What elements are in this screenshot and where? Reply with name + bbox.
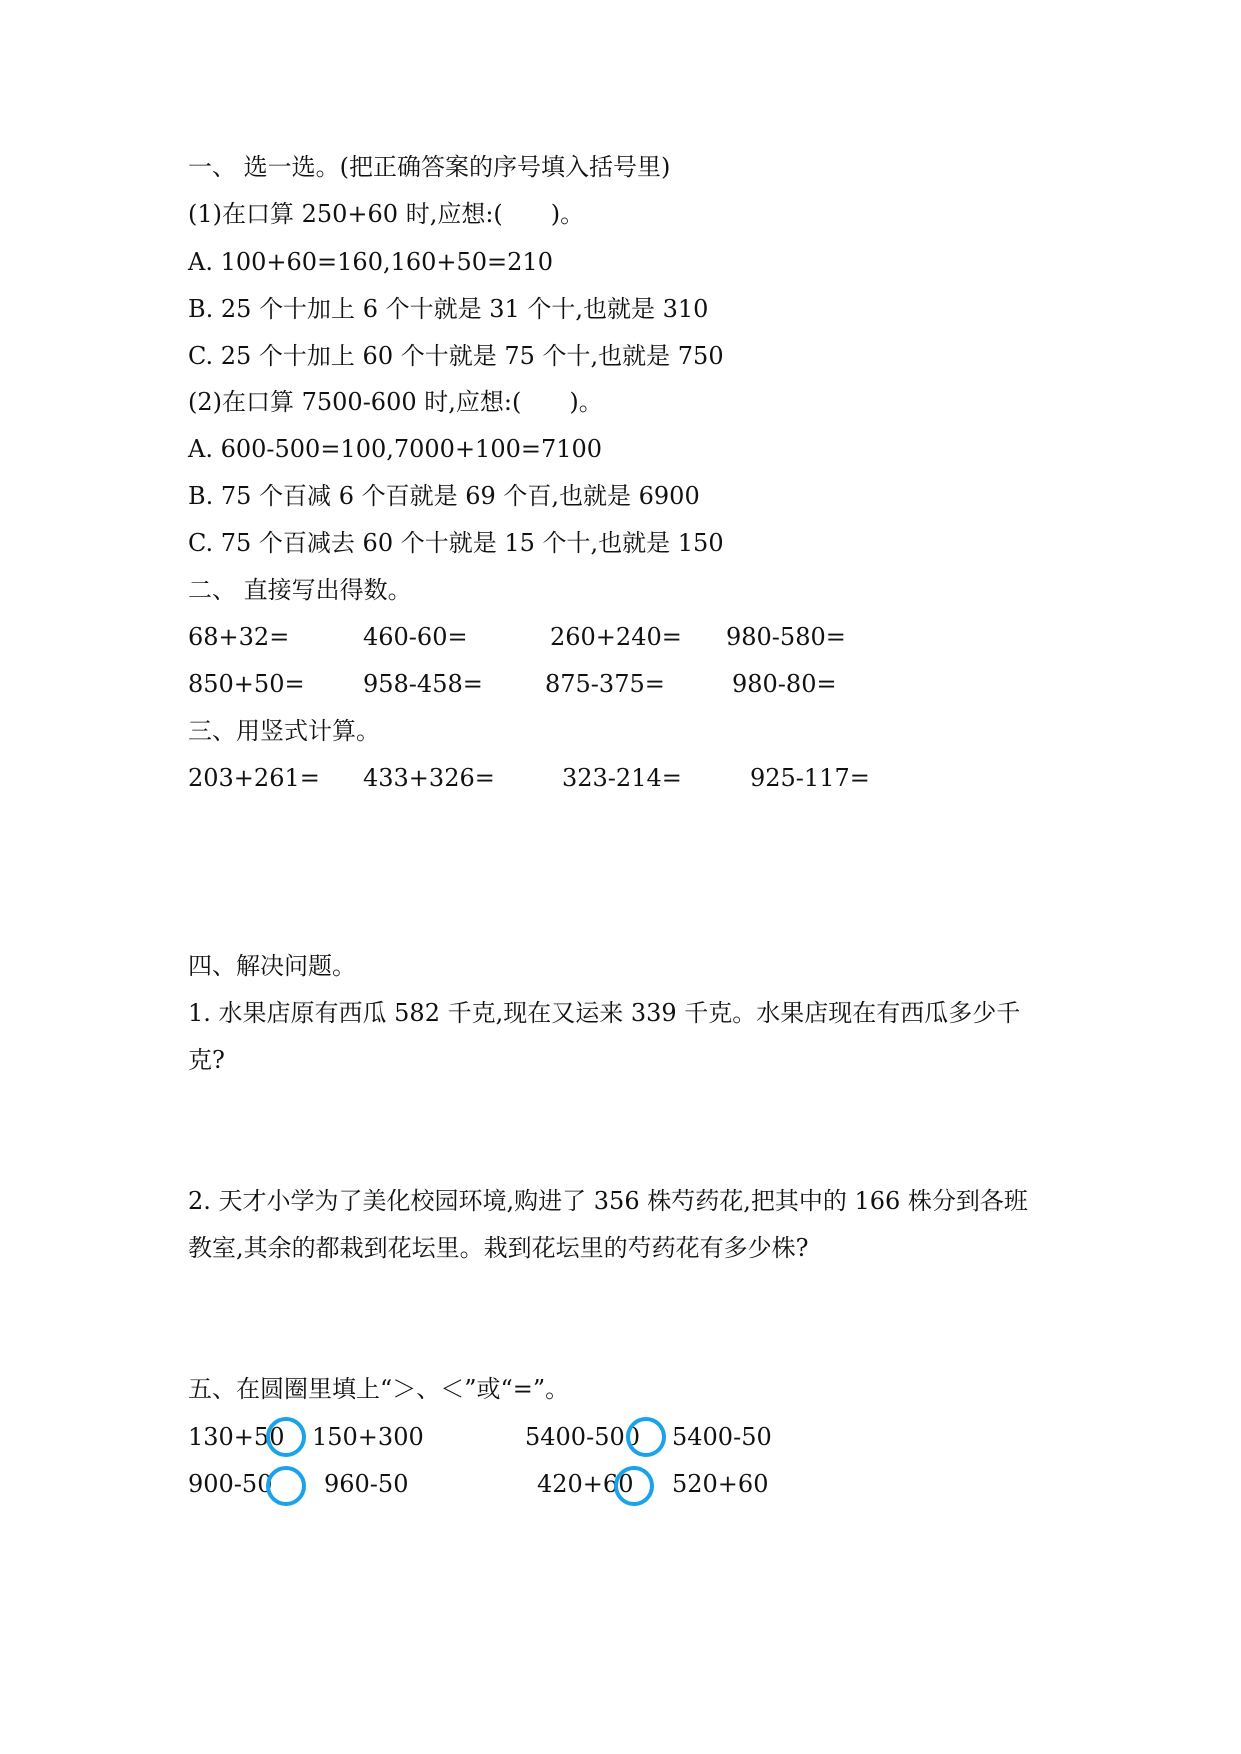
calc-item: 850+50= bbox=[188, 670, 305, 698]
q2-option-c: C. 75 个百减去 60 个十就是 15 个十,也就是 150 bbox=[188, 529, 724, 557]
vertical-calc-item: 203+261= bbox=[188, 764, 320, 792]
problem1-line2: 克? bbox=[188, 1046, 225, 1074]
calc-item: 958-458= bbox=[363, 670, 483, 698]
compare-right: 520+60 bbox=[672, 1470, 769, 1498]
problem2-line1: 2. 天才小学为了美化校园环境,购进了 356 株芍药花,把其中的 166 株分到各班 bbox=[188, 1187, 1028, 1215]
problem1-line1: 1. 水果店原有西瓜 582 千克,现在又运来 339 千克。水果店现在有西瓜多少千 bbox=[188, 999, 1021, 1027]
compare-right: 150+300 bbox=[312, 1423, 424, 1451]
compare-answer-circle[interactable] bbox=[626, 1417, 666, 1457]
compare-left: 5400-500 bbox=[525, 1423, 640, 1451]
compare-right: 5400-50 bbox=[672, 1423, 772, 1451]
q2-option-b: B. 75 个百减 6 个百就是 69 个百,也就是 6900 bbox=[188, 482, 700, 510]
compare-left: 420+60 bbox=[537, 1470, 634, 1498]
compare-answer-circle[interactable] bbox=[614, 1466, 654, 1506]
calc-item: 460-60= bbox=[363, 623, 468, 651]
section1-heading: 一、 选一选。(把正确答案的序号填入括号里) bbox=[188, 153, 671, 181]
calc-item: 980-80= bbox=[732, 670, 837, 698]
calc-item: 68+32= bbox=[188, 623, 290, 651]
calc-item: 980-580= bbox=[726, 623, 846, 651]
calc-item: 260+240= bbox=[550, 623, 682, 651]
problem2-line2: 教室,其余的都栽到花坛里。栽到花坛里的芍药花有多少株? bbox=[188, 1234, 809, 1262]
compare-answer-circle[interactable] bbox=[266, 1417, 306, 1457]
section5-heading: 五、在圆圈里填上“＞、＜”或“=”。 bbox=[188, 1375, 570, 1403]
compare-right: 960-50 bbox=[324, 1470, 409, 1498]
q1-option-c: C. 25 个十加上 60 个十就是 75 个十,也就是 750 bbox=[188, 342, 724, 370]
compare-answer-circle[interactable] bbox=[266, 1466, 306, 1506]
q1-option-a: A. 100+60=160,160+50=210 bbox=[188, 248, 553, 276]
compare-left: 130+50 bbox=[188, 1423, 285, 1451]
q2-stem: (2)在口算 7500-600 时,应想:( )。 bbox=[188, 388, 603, 416]
section2-heading: 二、 直接写出得数。 bbox=[188, 576, 412, 604]
calc-item: 875-375= bbox=[545, 670, 665, 698]
q2-option-a: A. 600-500=100,7000+100=7100 bbox=[188, 435, 603, 463]
vertical-calc-item: 323-214= bbox=[562, 764, 682, 792]
vertical-calc-item: 433+326= bbox=[363, 764, 495, 792]
q1-stem: (1)在口算 250+60 时,应想:( )。 bbox=[188, 200, 585, 228]
vertical-calc-item: 925-117= bbox=[750, 764, 870, 792]
compare-left: 900-50 bbox=[188, 1470, 273, 1498]
q1-option-b: B. 25 个十加上 6 个十就是 31 个十,也就是 310 bbox=[188, 295, 709, 323]
section4-heading: 四、解决问题。 bbox=[188, 952, 356, 980]
section3-heading: 三、用竖式计算。 bbox=[188, 717, 380, 745]
